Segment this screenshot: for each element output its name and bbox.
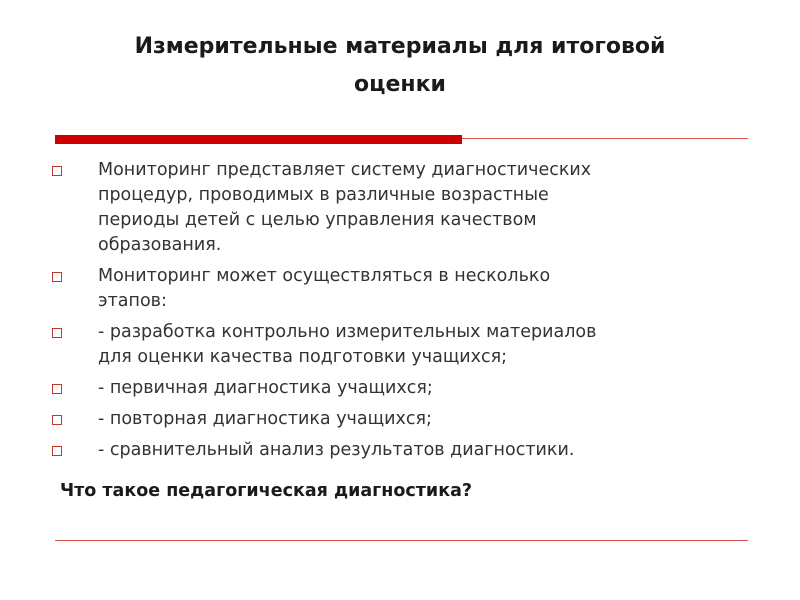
square-bullet-icon xyxy=(52,272,62,282)
bullet-item xyxy=(50,264,740,314)
title-divider-thick xyxy=(55,135,462,144)
bullet-line: периоды детей с целью управления качеством xyxy=(98,210,537,230)
square-bullet-icon xyxy=(52,446,62,456)
bullet-line: образования. xyxy=(98,235,222,255)
bullet-line: - разработка контрольно измерительных материалов xyxy=(98,322,597,342)
slide-title-line-2: оценки xyxy=(354,72,446,97)
slide-title xyxy=(40,28,760,104)
square-bullet-icon xyxy=(52,166,62,176)
slide-title-line-1: Измерительные материалы для итоговой xyxy=(134,34,666,59)
bullet-line: процедур, проводимых в различные возрастные xyxy=(98,185,549,205)
bullet-item xyxy=(50,376,740,401)
bullet-item xyxy=(50,407,740,432)
bullet-item xyxy=(50,158,740,258)
bullet-line: Мониторинг представляет систему диагностических xyxy=(98,160,592,180)
closing-question: Что такое педагогическая диагностика? xyxy=(60,481,473,501)
footer-divider xyxy=(55,540,748,541)
bullet-list xyxy=(50,158,740,469)
bullet-line: Мониторинг может осуществляться в несколько xyxy=(98,266,551,286)
square-bullet-icon xyxy=(52,415,62,425)
square-bullet-icon xyxy=(52,384,62,394)
bullet-line: этапов: xyxy=(98,291,167,311)
bullet-line: - повторная диагностика учащихся; xyxy=(98,409,432,429)
bullet-line: - первичная диагностика учащихся; xyxy=(98,378,433,398)
bullet-line: - сравнительный анализ результатов диагностики. xyxy=(98,440,575,460)
bullet-item xyxy=(50,320,740,370)
bullet-line: для оценки качества подготовки учащихся; xyxy=(98,347,508,367)
bullet-item xyxy=(50,438,740,463)
square-bullet-icon xyxy=(52,328,62,338)
